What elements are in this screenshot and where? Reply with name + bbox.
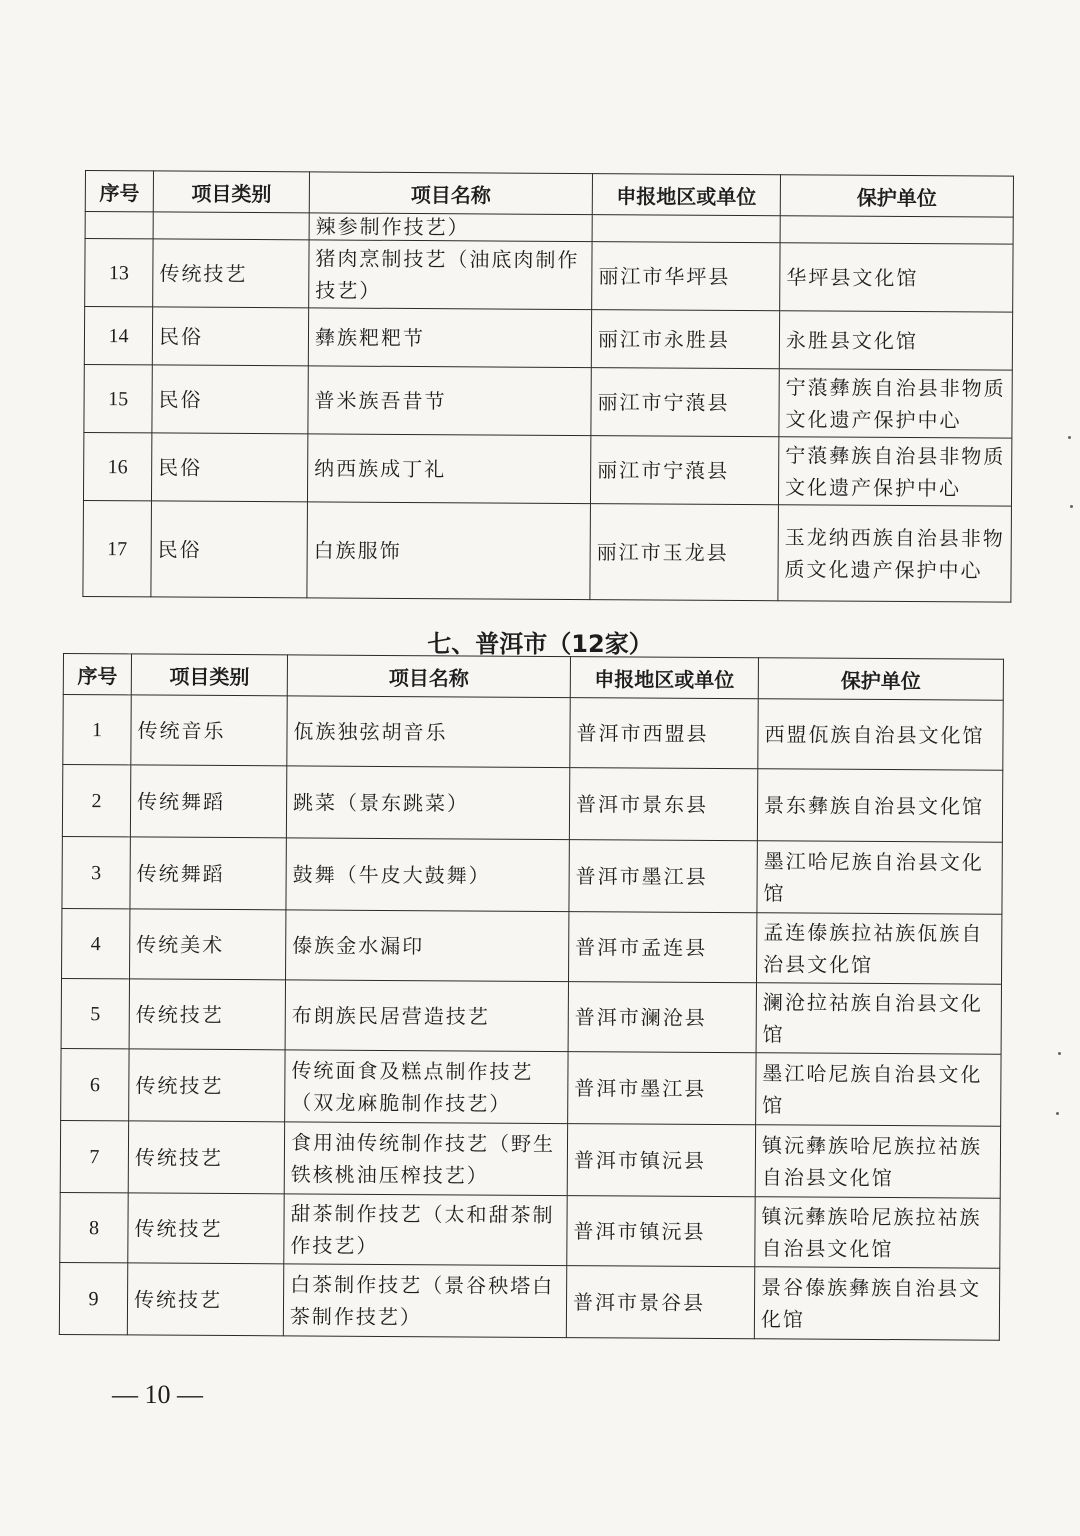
cell-no: 4: [62, 908, 130, 978]
cell-unit: 宁蒗彝族自治县非物质文化遗产保护中心: [778, 437, 1011, 506]
cell-unit: 澜沧拉祜族自治县文化馆: [756, 983, 1001, 1054]
table-header-row: [85, 171, 1013, 218]
cell-category: 民俗: [151, 433, 307, 502]
cell-no: 13: [85, 239, 153, 307]
cell-region: 丽江市宁蒗县: [591, 368, 779, 437]
table-row: [60, 1192, 1000, 1268]
cell-name: 纳西族成丁礼: [307, 434, 590, 504]
cell-category: 传统技艺: [129, 979, 285, 1050]
cell-unit: 华坪县文化馆: [780, 243, 1013, 312]
cell-category: 传统音乐: [131, 695, 287, 766]
cell-category: 传统技艺: [127, 1263, 283, 1336]
cell-unit: 墨江哈尼族自治县文化馆: [757, 841, 1002, 914]
cell-name: 傣族金水漏印: [286, 910, 569, 982]
cell-name: 普米族吾昔节: [308, 366, 591, 436]
cell-unit: 永胜县文化馆: [779, 311, 1012, 370]
cell-name: 辣参制作技艺）: [309, 213, 592, 242]
cell-unit: 景东彝族自治县文化馆: [757, 769, 1002, 842]
section-title: 七、普洱市（12家）: [427, 630, 653, 658]
table-row: [61, 978, 1001, 1054]
scan-speck: [1068, 436, 1071, 439]
cell-category: 传统舞蹈: [130, 765, 286, 838]
cell-name: 佤族独弦胡音乐: [287, 696, 570, 768]
header-name: 项目名称: [309, 172, 592, 215]
cell-unit: 西盟佤族自治县文化馆: [758, 699, 1003, 770]
cell-unit: 宁蒗彝族自治县非物质文化遗产保护中心: [779, 369, 1012, 438]
table-puer: [59, 653, 1004, 1341]
cell-name: 鼓舞（牛皮大鼓舞）: [286, 838, 569, 912]
cell-region: 普洱市景东县: [569, 768, 757, 841]
cell-name: 彝族粑粑节: [308, 308, 591, 368]
cell-region: 普洱市墨江县: [568, 1052, 756, 1125]
cell-category: 传统美术: [130, 909, 286, 980]
table-row: [60, 1120, 1000, 1198]
table-row: [85, 239, 1013, 313]
table-row: [62, 908, 1002, 984]
cell-unit: 镇沅彝族哈尼族拉祜族自治县文化馆: [755, 1125, 1000, 1198]
header-name: 项目名称: [287, 655, 570, 698]
cell-no: 16: [83, 432, 151, 500]
cell-name: 甜茶制作技艺（太和甜茶制作技艺）: [284, 1194, 567, 1266]
cell-category: 传统舞蹈: [130, 837, 286, 910]
cell-category: 传统技艺: [128, 1193, 284, 1264]
table-lijiang: [82, 170, 1014, 603]
table-row: [84, 364, 1012, 438]
cell-region: 丽江市宁蒗县: [590, 436, 778, 505]
table-row: [59, 1262, 999, 1340]
table-row: [83, 432, 1011, 506]
cell-no: [85, 212, 153, 239]
cell-region: 普洱市镇沅县: [567, 1124, 755, 1197]
cell-region: [592, 215, 780, 243]
cell-region: 丽江市玉龙县: [590, 504, 779, 601]
cell-no: 9: [59, 1262, 127, 1334]
cell-no: 5: [61, 978, 129, 1048]
header-region: 申报地区或单位: [592, 174, 780, 216]
cell-name: 跳菜（景东跳菜）: [286, 766, 569, 840]
cell-name: 食用油传统制作技艺（野生铁核桃油压榨技艺）: [284, 1122, 567, 1196]
cell-category: 民俗: [152, 307, 308, 366]
cell-category: [153, 212, 309, 240]
table-header-row: [63, 654, 1003, 701]
table-row: [61, 1048, 1001, 1126]
cell-unit: 景谷傣族彝族自治县文化馆: [754, 1267, 999, 1340]
cell-category: 传统技艺: [153, 239, 309, 308]
scan-speck: [1058, 1052, 1061, 1055]
cell-unit: 玉龙纳西族自治县非物质文化遗产保护中心: [778, 505, 1012, 602]
cell-name: 白茶制作技艺（景谷秧塔白茶制作技艺）: [283, 1264, 566, 1338]
cell-category: 传统技艺: [129, 1049, 285, 1122]
cell-region: 丽江市永胜县: [591, 310, 779, 369]
cell-region: 普洱市孟连县: [569, 912, 757, 983]
table-row: [62, 765, 1002, 843]
cell-no: 7: [60, 1120, 128, 1192]
cell-unit: 镇沅彝族哈尼族拉祜族自治县文化馆: [755, 1197, 1000, 1268]
header-category: 项目类别: [153, 171, 309, 213]
table-row: [83, 500, 1012, 602]
header-category: 项目类别: [131, 654, 287, 696]
cell-region: 普洱市镇沅县: [567, 1196, 755, 1267]
cell-region: 丽江市华坪县: [592, 242, 780, 311]
cell-region: 普洱市景谷县: [566, 1266, 754, 1339]
cell-no: 6: [61, 1048, 129, 1120]
cell-unit: 墨江哈尼族自治县文化馆: [756, 1053, 1001, 1126]
cell-unit: [780, 216, 1013, 244]
header-no: 序号: [63, 654, 131, 695]
cell-name: 白族服饰: [307, 502, 591, 600]
scan-speck: [1056, 1112, 1059, 1115]
cell-no: 8: [60, 1192, 128, 1262]
cell-no: 3: [62, 836, 130, 908]
cell-name: 传统面食及糕点制作技艺（双龙麻脆制作技艺）: [285, 1050, 568, 1124]
table-row: [84, 307, 1012, 371]
cell-category: 民俗: [151, 501, 308, 598]
cell-region: 普洱市西盟县: [570, 698, 758, 769]
cell-region: 普洱市澜沧县: [568, 982, 756, 1053]
cell-name: 猪肉烹制技艺（油底肉制作技艺）: [309, 240, 592, 310]
cell-category: 民俗: [152, 365, 308, 434]
page-number: — 10 —: [112, 1380, 203, 1409]
cell-no: 2: [62, 765, 130, 837]
header-unit: 保护单位: [758, 658, 1003, 700]
table-row: [62, 836, 1002, 914]
cell-name: 布朗族民居营造技艺: [285, 980, 568, 1052]
cell-unit: 孟连傣族拉祜族佤族自治县文化馆: [756, 913, 1001, 984]
cell-no: 1: [63, 695, 131, 765]
cell-region: 普洱市墨江县: [569, 840, 757, 913]
table-row: [63, 695, 1003, 771]
header-region: 申报地区或单位: [570, 657, 758, 699]
header-no: 序号: [85, 171, 153, 212]
cell-no: 17: [83, 500, 152, 596]
cell-no: 14: [84, 307, 152, 365]
scan-speck: [1070, 505, 1073, 508]
cell-category: 传统技艺: [128, 1121, 284, 1194]
cell-no: 15: [84, 364, 152, 432]
header-unit: 保护单位: [780, 175, 1013, 217]
